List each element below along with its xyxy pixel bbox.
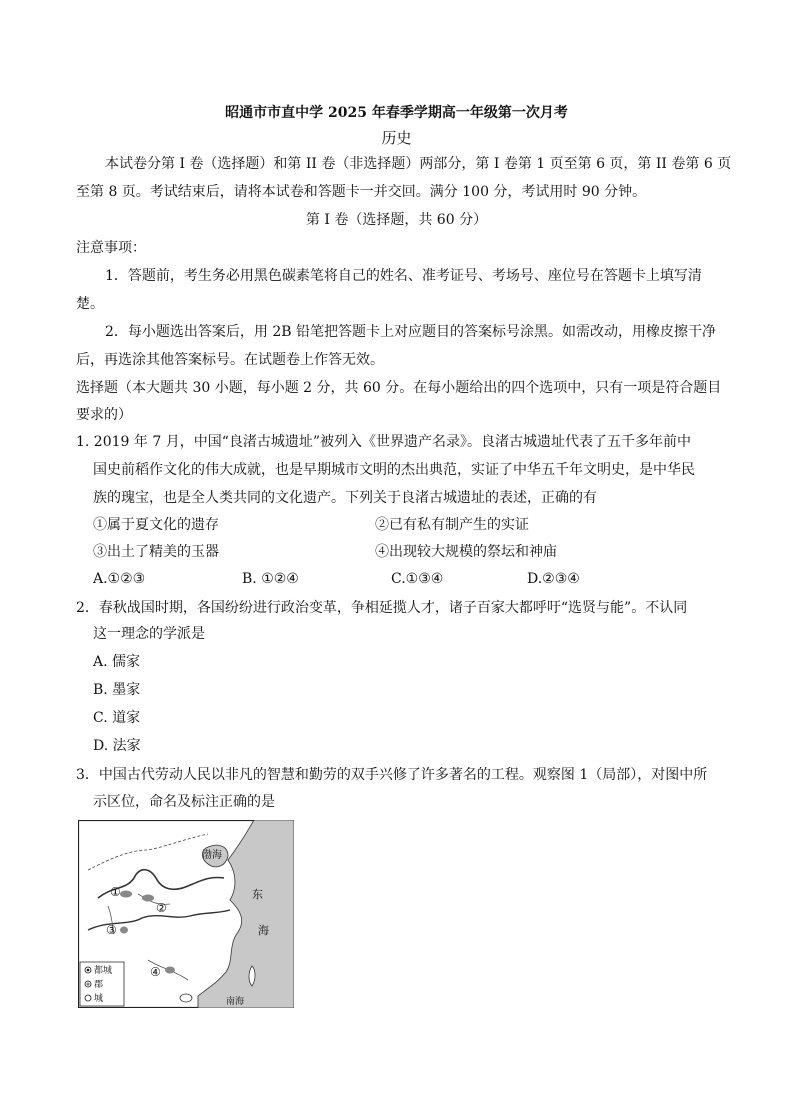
label-nanhai: 南海 (226, 997, 245, 1007)
q1-option-b: B. ①②④ (242, 571, 299, 587)
q1-statement-4: ④出现较大规模的祭坛和神庙 (375, 544, 557, 560)
label-hai: 海 (258, 924, 269, 937)
region-marker-1 (120, 891, 132, 898)
q2-option-a: A. 儒家 (93, 654, 141, 670)
notice-item-2-line-1: 2．每小题选出答案后，用 2B 铅笔把答题卡上对应题目的答案标号涂黑。如需改动，用橡皮擦干净 (105, 324, 717, 340)
q2-stem-line-1: 2．春秋战国时期，各国纷纷进行政治变革，争相延揽人才，诸子百家大都呼吁“选贤与能”。不认同 (76, 600, 688, 616)
q3-stem-line-2: 示区位，命名及标注正确的是 (93, 794, 275, 810)
label-bohai: 渤海 (202, 850, 222, 861)
q1-statement-1: ①属于夏文化的遗存 (93, 517, 219, 533)
legend-city: 城 (94, 994, 104, 1004)
q2-stem-line-2: 这一理念的学派是 (93, 626, 205, 642)
commandery-icon-inner (87, 983, 89, 985)
q1-statement-2: ②已有私有制产生的实证 (375, 517, 529, 533)
notice-item-2-line-2: 后，再选涂其他答案标号。在试题卷上作答无效。 (76, 352, 384, 368)
q2-option-b: B. 墨家 (93, 682, 141, 698)
q1-stem-line-2: 国史前稻作文化的伟大成就，也是早期城市文明的杰出典范，实证了中华五千年文明史，是中华民 (93, 462, 695, 478)
section-1-title: 第 I 卷（选择题，共 60 分） (305, 212, 488, 228)
q1-option-c: C.①③④ (391, 571, 444, 587)
marker-3: ③ (106, 923, 117, 937)
legend-capital: 都城 (94, 966, 113, 976)
intro-line-1: 本试卷分第 I 卷（选择题）和第 II 卷（非选择题）两部分，第 I 卷第 1 页至第 6 页，第 II 卷第 6 页 (105, 156, 732, 172)
intro-line-2: 至第 8 页。考试结束后，请将本试卷和答题卡一并交回。满分 100 分，考试用时 90 分钟。 (76, 184, 647, 200)
legend-commandery: 郡 (94, 980, 104, 990)
q3-stem-line-1: 3．中国古代劳动人民以非凡的智慧和勤劳的双手兴修了许多著名的工程。观察图 1（局部），对图中所 (76, 767, 708, 783)
region-marker-4 (165, 967, 175, 974)
mc-instructions-line-2: 要求的） (76, 407, 132, 423)
q1-stem-line-3: 族的瑰宝，也是全人类共同的文化遗产。下列关于良渚古城遗址的表述，正确的有 (93, 490, 597, 506)
notice-item-1-line-2: 楚。 (76, 296, 104, 312)
marker-4: ④ (150, 965, 161, 979)
exam-title: 昭通市市直中学 2025 年春季学期高一年级第一次月考 (225, 105, 568, 121)
region-marker-3 (120, 927, 128, 934)
q2-option-d: D. 法家 (93, 738, 141, 754)
city-icon (85, 995, 91, 1001)
figure-1-map (78, 820, 294, 1008)
q1-stem-line-1: 1. 2019 年 7 月，中国“良渚古城遗址”被列入《世界遗产名录》。良渚古城遗址代表了五千多年前中 (76, 434, 692, 450)
capital-icon-dot (87, 969, 90, 972)
label-dong: 东 (252, 888, 263, 901)
subject-title: 历史 (381, 129, 412, 147)
q1-option-a: A.①②③ (93, 571, 146, 587)
notice-heading: 注意事项： (76, 240, 146, 256)
q1-option-d: D.②③④ (527, 571, 580, 587)
mc-instructions-line-1: 选择题（本大题共 30 小题，每小题 2 分，共 60 分。在每小题给出的四个选项中，只有一项是符合题目 (76, 380, 722, 396)
hainan-island (180, 994, 192, 1002)
marker-1: ① (110, 885, 121, 899)
q1-statement-3: ③出土了精美的玉器 (93, 544, 219, 560)
q2-option-c: C. 道家 (93, 710, 141, 726)
marker-2: ② (156, 901, 167, 915)
region-marker-2 (142, 895, 154, 902)
notice-item-1-line-1: 1．答题前，考生务必用黑色碳素笔将自己的姓名、准考证号、考场号、座位号在答题卡上填写清 (105, 268, 702, 284)
